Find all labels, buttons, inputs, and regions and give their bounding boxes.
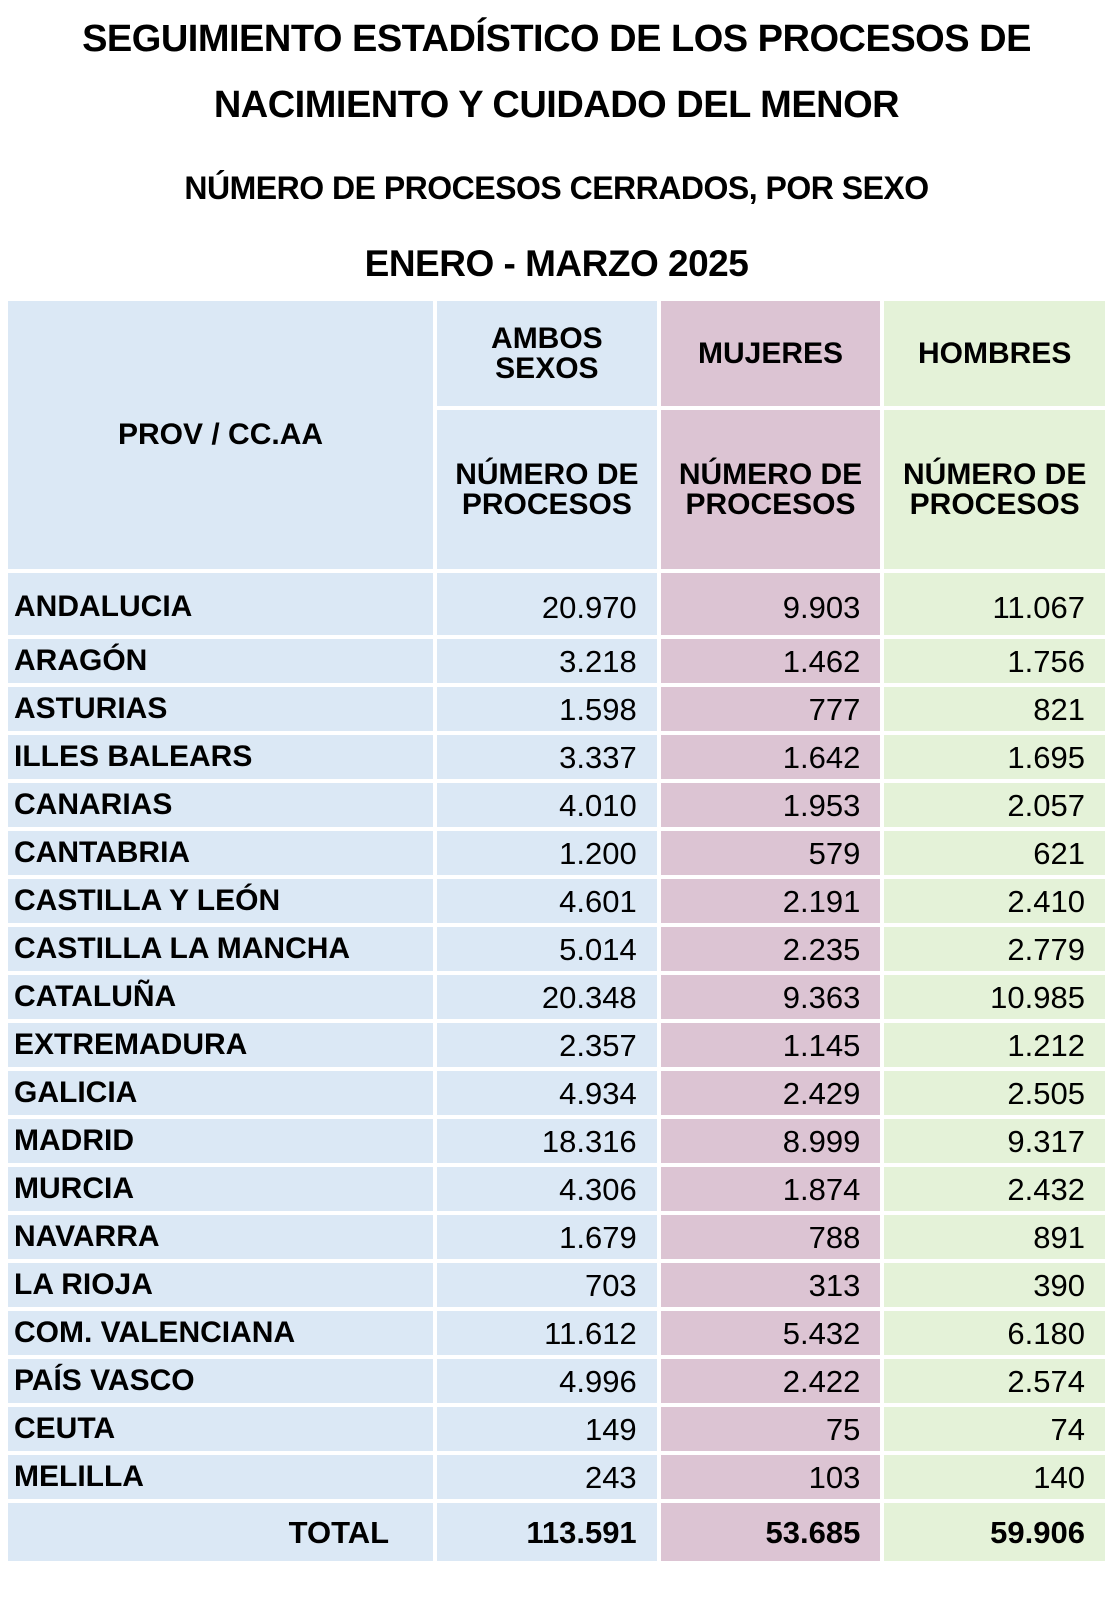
subheader-line1: NÚMERO DE [902,457,1087,491]
table-row [8,1071,1105,1115]
value-ambos: 4.010 [437,783,657,827]
subheader-mujeres [661,410,881,569]
region-name: EXTREMADURA [8,1023,433,1067]
value-hombres: 2.779 [884,927,1105,971]
value-hombres: 2.057 [884,783,1105,827]
value-hombres: 1.212 [884,1023,1105,1067]
value-ambos: 1.598 [437,687,657,731]
subheader-ambos [437,410,657,569]
table-row [8,735,1105,779]
value-ambos: 4.996 [437,1359,657,1403]
value-hombres: 6.180 [884,1311,1105,1355]
value-hombres: 1.695 [884,735,1105,779]
value-mujeres: 9.903 [661,573,881,635]
table-row [8,1023,1105,1067]
table-row [8,1263,1105,1307]
value-ambos: 4.306 [437,1167,657,1211]
region-name: CANTABRIA [8,831,433,875]
region-name: CANARIAS [8,783,433,827]
header-mujeres: MUJERES [661,301,881,406]
statistics-table [4,297,1109,1565]
value-hombres: 891 [884,1215,1105,1259]
value-mujeres: 777 [661,687,881,731]
value-mujeres: 788 [661,1215,881,1259]
value-hombres: 9.317 [884,1119,1105,1163]
table-body [8,573,1105,1499]
value-ambos: 4.934 [437,1071,657,1115]
value-mujeres: 1.145 [661,1023,881,1067]
region-name: CASTILLA LA MANCHA [8,927,433,971]
value-mujeres: 9.363 [661,975,881,1019]
table-row [8,1167,1105,1211]
table-row [8,831,1105,875]
value-mujeres: 2.422 [661,1359,881,1403]
region-name: ARAGÓN [8,639,433,683]
value-hombres: 390 [884,1263,1105,1307]
table-row [8,639,1105,683]
value-mujeres: 5.432 [661,1311,881,1355]
value-hombres: 2.574 [884,1359,1105,1403]
value-ambos: 1.200 [437,831,657,875]
region-name: NAVARRA [8,1215,433,1259]
value-mujeres: 2.191 [661,879,881,923]
table-row [8,1407,1105,1451]
value-hombres: 11.067 [884,573,1105,635]
subheader-line2: PROCESOS [909,487,1080,521]
region-name: ILLES BALEARS [8,735,433,779]
title-line-2: NACIMIENTO Y CUIDADO DEL MENOR [213,84,900,126]
header-prov: PROV / CC.AA [8,301,433,569]
value-hombres: 2.410 [884,879,1105,923]
region-name: CEUTA [8,1407,433,1451]
subheader-line2: PROCESOS [685,487,856,521]
value-hombres: 2.505 [884,1071,1105,1115]
header-ambos-sexos [437,301,657,406]
value-ambos: 5.014 [437,927,657,971]
value-ambos: 2.357 [437,1023,657,1067]
value-mujeres: 1.874 [661,1167,881,1211]
value-ambos: 243 [437,1455,657,1499]
value-ambos: 3.337 [437,735,657,779]
table-row [8,1455,1105,1499]
subheader-line2: PROCESOS [461,487,632,521]
region-name: MELILLA [8,1455,433,1499]
table-row [8,1215,1105,1259]
value-mujeres: 579 [661,831,881,875]
header-ambos-line2: SEXOS [495,351,599,385]
value-mujeres: 103 [661,1455,881,1499]
region-name: LA RIOJA [8,1263,433,1307]
total-hombres: 59.906 [884,1503,1105,1561]
table-row [8,1311,1105,1355]
region-name: ANDALUCIA [8,573,433,635]
table-row [8,975,1105,1019]
period-label: ENERO - MARZO 2025 [364,243,749,284]
table-row [8,573,1105,635]
region-name: PAÍS VASCO [8,1359,433,1403]
value-hombres: 1.756 [884,639,1105,683]
value-mujeres: 8.999 [661,1119,881,1163]
value-mujeres: 2.429 [661,1071,881,1115]
table-row [8,1359,1105,1403]
region-name: GALICIA [8,1071,433,1115]
value-hombres: 74 [884,1407,1105,1451]
value-hombres: 821 [884,687,1105,731]
region-name: MURCIA [8,1167,433,1211]
subtitle: NÚMERO DE PROCESOS CERRADOS, POR SEXO [184,170,929,206]
total-mujeres: 53.685 [661,1503,881,1561]
value-hombres: 621 [884,831,1105,875]
total-label: TOTAL [8,1503,433,1561]
table-row [8,783,1105,827]
value-mujeres: 1.642 [661,735,881,779]
title-line-1: SEGUIMIENTO ESTADÍSTICO DE LOS PROCESOS DE [82,18,1031,60]
value-hombres: 2.432 [884,1167,1105,1211]
subheader-line1: NÚMERO DE [455,457,639,491]
table-row [8,687,1105,731]
value-mujeres: 1.953 [661,783,881,827]
table-row [8,879,1105,923]
subheader-line1: NÚMERO DE [678,457,863,491]
value-mujeres: 2.235 [661,927,881,971]
table-row [8,1119,1105,1163]
value-ambos: 3.218 [437,639,657,683]
value-hombres: 10.985 [884,975,1105,1019]
header-hombres: HOMBRES [884,301,1105,406]
value-mujeres: 313 [661,1263,881,1307]
value-ambos: 149 [437,1407,657,1451]
value-ambos: 11.612 [437,1311,657,1355]
total-ambos: 113.591 [437,1503,657,1561]
value-ambos: 20.348 [437,975,657,1019]
header-row-top [8,301,1105,406]
value-hombres: 140 [884,1455,1105,1499]
region-name: CATALUÑA [8,975,433,1019]
header-ambos-line1: AMBOS [491,321,603,355]
value-ambos: 4.601 [437,879,657,923]
table-row [8,927,1105,971]
value-ambos: 20.970 [437,573,657,635]
region-name: MADRID [8,1119,433,1163]
total-row [8,1503,1105,1561]
value-mujeres: 1.462 [661,639,881,683]
region-name: ASTURIAS [8,687,433,731]
value-ambos: 18.316 [437,1119,657,1163]
value-mujeres: 75 [661,1407,881,1451]
value-ambos: 703 [437,1263,657,1307]
value-ambos: 1.679 [437,1215,657,1259]
subheader-hombres [884,410,1105,569]
region-name: COM. VALENCIANA [8,1311,433,1355]
region-name: CASTILLA Y LEÓN [8,879,433,923]
